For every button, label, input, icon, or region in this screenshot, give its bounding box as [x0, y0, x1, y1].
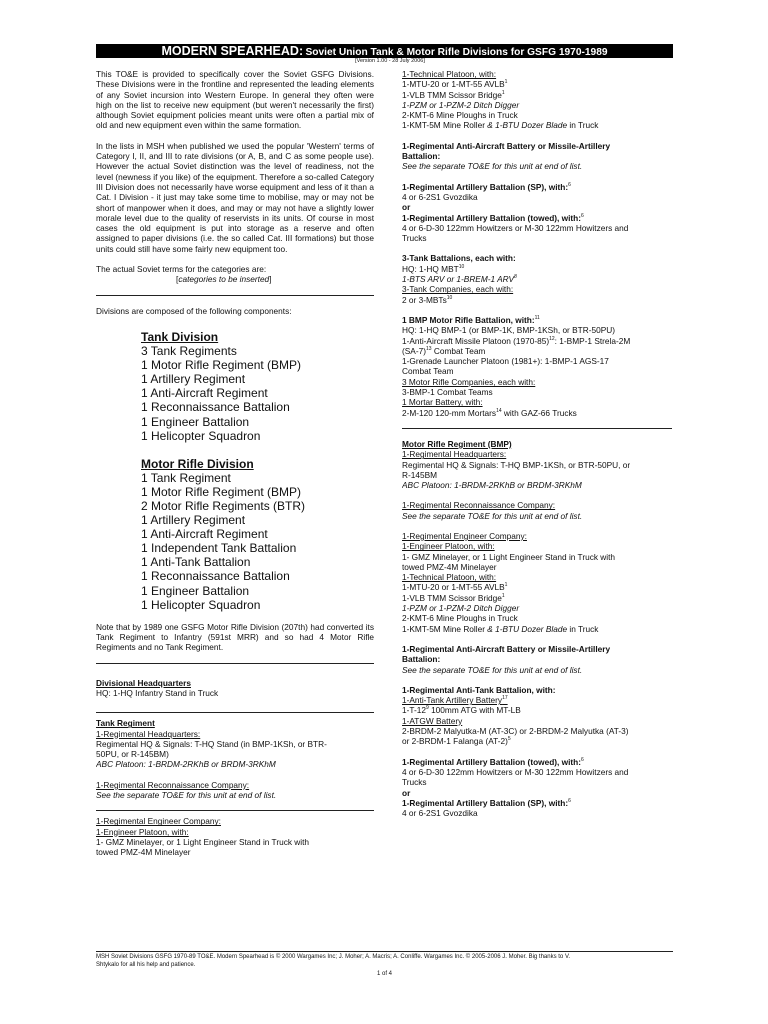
list-item: 1 Anti-Aircraft Regiment: [141, 386, 268, 401]
aa-battery-title: Battalion:: [402, 151, 441, 162]
tr-engineer-text: towed PMZ-4M Minelayer: [96, 847, 191, 858]
intro-paragraph: This TO&E is provided to specifically cover the Soviet GSFG Divisions. These Divisions were in the frontline and represented the leading elements of any Soviet incursion into Western Europe. In general they often were high on the list to receive new equipment (but weren't necessarily the first) although Soviet equipment policies meant units were often a partial mix of old and new equipment even within the same formation.: [96, 69, 374, 131]
atgw-brdm: 2-BRDM-2 Malyutka-M (AT-3C) or 2-BRDM-2 Malyutka (AT-3): [402, 726, 629, 737]
tr-abc-platoon: ABC Platoon: 1-BRDM-2RKhB or BRDM-3RKhM: [96, 759, 276, 770]
equipment-line: 1-PZM or 1-PZM-2 Ditch Digger: [402, 603, 520, 614]
tank-battalion-arv: 1-BTS ARV or 1-BREM-1 ARV$^8$: [402, 274, 517, 285]
mrr-aa-title: 1-Regimental Anti-Aircraft Battery or Missile-Artillery: [402, 643, 611, 654]
tr-engineer-title: 1-Regimental Engineer Company:: [96, 816, 221, 827]
bmp-mr-companies: 3 Motor Rifle Companies, each with:: [402, 376, 536, 387]
categories-paragraph: In the lists in MSH when published we used the popular 'Western' terms of Category I, II, and III to rate divisions (or A, B, and C as some people use). However the actual Soviet distinction was the level of readiness, not the level (newness if you like) of the equipment. Therefore a so-called Category III Division does not necessarily have worse equipment and less of it than a Cat. I Division - it just may take some time to mobilise, may or may not be short of manpower when it does, and may or may not have a slightly lower morale level due to the quality of reservists in its units. Of course in most cases the old equipment is put into storage as a reserve and often assigned to paper divisions (i.e. the so called Cat. III formations) but those units could still have some fairly new equipment too.: [96, 140, 374, 254]
bmp-battalion-title: 1 BMP Motor Rifle Battalion, with:$^{11}$: [402, 314, 540, 325]
tank-battalion-hq: HQ: 1-HQ MBT$^{10}$: [402, 263, 465, 274]
tr-recon-text: See the separate TO&E for this unit at end of list.: [96, 789, 277, 800]
tank-division-title: Tank Division: [141, 329, 219, 344]
version-note: [Version 1.00 - 28 July 2006]: [355, 58, 425, 64]
footer-copyright: MSH Soviet Divisions GSFG 1970-89 TO&E. Modern Spearhead is © 2000 Wargames Inc; J. Moher; A. Macris; A. Conliffe. Wargames Inc. © 2005-2006 J. Moher. Big thanks to V.: [96, 954, 571, 960]
artillery-towed-text: Trucks: [402, 233, 427, 244]
footer-thanks: Shtykalo for all his help and patience.: [96, 962, 196, 968]
list-item: 1 Anti-Aircraft Regiment: [141, 527, 268, 542]
note-1989-paragraph: Note that by 1989 one GSFG Motor Rifle Division (207th) had converted its Tank Regiment to Infantry (591st MRR) and so had 4 Motor Rifle Regiments and no Tank Regiment.: [96, 621, 374, 653]
bmp-grenade-platoon: 1-Grenade Launcher Platoon (1981+): 1-BMP-1 AGS-17: [402, 356, 609, 367]
divisional-hq-text: HQ: 1-HQ Infantry Stand in Truck: [96, 687, 219, 698]
mrr-recon-text: See the separate TO&E for this unit at end of list.: [402, 510, 583, 521]
bmp-hq: HQ: 1-HQ BMP-1 (or BMP-1K, BMP-1KSh, or BTR-50PU): [402, 325, 615, 336]
tr-engineer-text: 1- GMZ Minelayer, or 1 Light Engineer Stand in Truck with: [96, 836, 310, 847]
equipment-line: 2-KMT-6 Mine Ploughs in Truck: [402, 613, 518, 624]
soviet-terms-text: The actual Soviet terms for the categories are:: [96, 264, 267, 275]
equipment-line: 1-PZM or 1-PZM-2 Ditch Digger: [402, 99, 520, 110]
artillery-towed-text: 4 or 6-D-30 122mm Howitzers or M-30 122mm Howitzers and: [402, 222, 629, 233]
tech-platoon-title: 1-Technical Platoon, with:: [402, 69, 497, 79]
atgw-brdm: or 2-BRDM-1 Falanga $(AT-2)^5$: [402, 736, 511, 747]
tr-hq-title: 1-Regimental Headquarters:: [96, 728, 201, 739]
to-insert-text: categories to be inserted: [178, 274, 270, 285]
list-item: 1 Motor Rifle Regiment (BMP): [141, 358, 302, 373]
list-item: 2 Motor Rifle Regiments (BTR): [141, 498, 306, 513]
artillery-towed-title: 1-Regimental Artillery Battalion (towed), with:$^6$: [402, 756, 584, 767]
mrr-aa-text: See the separate TO&E for this unit at end of list.: [402, 664, 583, 675]
anti-tank-t12: $1-T-12^9$ 100mm ATG with MT-LB: [402, 705, 521, 716]
or-separator: or: [402, 787, 411, 798]
artillery-sp-text: 4 or 6-2S1 Gvozdika: [402, 191, 478, 202]
equipment-line: 2-KMT-6 Mine Ploughs in Truck: [402, 110, 518, 121]
mrr-hq-text: Regimental HQ & Signals: T-HQ BMP-1KSh, or BTR-50PU, or: [402, 459, 631, 470]
tank-battalions-title: 3-Tank Battalions, each with:: [402, 253, 516, 264]
list-item: 1 Artillery Regiment: [141, 372, 246, 387]
mrr-aa-title: Battalion:: [402, 654, 441, 665]
mrr-hq-title: 1-Regimental Headquarters:: [402, 449, 507, 460]
list-item: 1 Reconnaissance Battalion: [141, 400, 290, 415]
footer: [96, 953, 673, 969]
categories-placeholder: [categories to be inserted]: [176, 274, 272, 285]
list-item: 1 Anti-Tank Battalion: [141, 555, 251, 570]
right-column: [402, 69, 672, 818]
bmp-combat-teams: 3-BMP-1 Combat Teams: [402, 387, 493, 398]
components-intro: Divisions are composed of the following components:: [96, 305, 292, 316]
tank-companies: 3-Tank Companies, each with:: [402, 284, 514, 295]
equipment-line: 1-VLB TMM Scissor Bridge$^1$: [402, 89, 505, 100]
tr-hq-text: Regimental HQ & Signals: T-HQ Stand (in BMP-1KSh, or BTR-: [96, 738, 327, 749]
list-item: 1 Reconnaissance Battalion: [141, 569, 290, 584]
mrr-engineer-platoon: 1-Engineer Platoon, with:: [402, 541, 495, 552]
mrr-engineer-text: towed PMZ-4M Minelayer: [402, 561, 497, 572]
page-number: 1 of 4: [376, 971, 392, 977]
equipment-line: 1-VLB TMM Scissor Bridge$^1$: [402, 592, 505, 603]
anti-tank-battery: 1-Anti-Tank Artillery Battery$^{17}$: [402, 695, 508, 706]
aa-battery-text: See the separate TO&E for this unit at end of list.: [402, 161, 583, 172]
divisional-hq-title: Divisional Headquarters: [96, 677, 191, 688]
list-item: 1 Engineer Battalion: [141, 414, 250, 429]
list-item: 1 Engineer Battalion: [141, 583, 250, 598]
artillery-sp-title: 1-Regimental Artillery Battalion (SP), with:$^6$: [402, 181, 571, 192]
mrr-engineer-title: 1-Regimental Engineer Company:: [402, 530, 527, 541]
bmp-aa-platoon: $(SA-7)^{13}$ Combat Team: [402, 345, 486, 356]
tr-hq-text: 50PU, or R-145BM): [96, 749, 169, 760]
equipment-line: 1-KMT-5M Mine Roller & 1-BTU Dozer Blade in Truck: [402, 120, 599, 131]
mrr-abc-platoon: ABC Platoon: 1-BRDM-2RKhB or BRDM-3RKhM: [402, 480, 582, 491]
bmp-mortar-text: 2-M-120 120-mm Mortars$^{14}$ with GAZ-66 Trucks: [402, 407, 577, 418]
mrr-tech-platoon: 1-Technical Platoon, with:: [402, 572, 497, 583]
anti-tank-title: 1-Regimental Anti-Tank Battalion, with:: [402, 684, 556, 695]
footer-divider: [96, 951, 673, 952]
title-main: MODERN SPEARHEAD:: [161, 44, 304, 58]
title-bar: [96, 44, 673, 58]
or-separator: or: [402, 202, 411, 213]
mrr-title: Motor Rifle Regiment (BMP): [402, 438, 512, 449]
list-item: 3 Tank Regiments: [141, 344, 237, 359]
tr-engineer-platoon: 1-Engineer Platoon, with:: [96, 826, 189, 837]
bmp-grenade-platoon: Combat Team: [402, 366, 454, 377]
artillery-sp-text: 4 or 6-2S1 Gvozdika: [402, 808, 478, 819]
equipment-line: 1-KMT-5M Mine Roller & 1-BTU Dozer Blade in Truck: [402, 623, 599, 634]
equipment-line: 1-MTU-20 or 1-MT-55 AVLB$^1$: [402, 79, 508, 90]
atgw-battery: 1-ATGW Battery: [402, 715, 463, 726]
tank-regiment-title: Tank Regiment: [96, 718, 155, 729]
aa-battery-title: 1-Regimental Anti-Aircraft Battery or Missile-Artillery: [402, 140, 611, 151]
mrr-hq-text: R-145BM: [402, 469, 438, 480]
tank-mbts: 2 or 3-MBTs$^{10}$: [402, 294, 453, 305]
list-item: 1 Tank Regiment: [141, 470, 231, 485]
title-subtitle: Soviet Union Tank & Motor Rifle Divisions for GSFG 1970-1989: [305, 47, 608, 58]
bmp-mortar-battery: 1 Mortar Battery, with:: [402, 397, 483, 408]
motor-rifle-division-list: [141, 457, 374, 612]
tr-recon-title: 1-Regimental Reconnaissance Company:: [96, 779, 250, 790]
list-item: 1 Helicopter Squadron: [141, 428, 261, 443]
list-item: 1 Helicopter Squadron: [141, 597, 261, 612]
motor-rifle-division-title: Motor Rifle Division: [141, 456, 254, 471]
artillery-towed-title: 1-Regimental Artillery Battalion (towed), with:$^6$: [402, 212, 584, 223]
bmp-aa-platoon: 1-Anti-Aircraft Missile Platoon (1970-85)$^{12}$: 1-BMP-1 Strela-2M: [402, 335, 631, 346]
mrr-recon-title: 1-Regimental Reconnaissance Company:: [402, 500, 556, 511]
equipment-line: 1-MTU-20 or 1-MT-55 AVLB$^1$: [402, 582, 508, 593]
list-item: 1 Independent Tank Battalion: [141, 541, 297, 556]
artillery-sp-title: 1-Regimental Artillery Battalion (SP), with:$^6$: [402, 797, 571, 808]
artillery-towed-text: Trucks: [402, 777, 427, 788]
mrr-engineer-text: 1- GMZ Minelayer, or 1 Light Engineer Stand in Truck with: [402, 551, 616, 562]
tank-division-list: [141, 330, 374, 443]
list-item: 1 Artillery Regiment: [141, 513, 246, 528]
list-item: 1 Motor Rifle Regiment (BMP): [141, 484, 302, 499]
left-column: [96, 69, 374, 857]
artillery-towed-text: 4 or 6-D-30 122mm Howitzers or M-30 122mm Howitzers and: [402, 766, 629, 777]
